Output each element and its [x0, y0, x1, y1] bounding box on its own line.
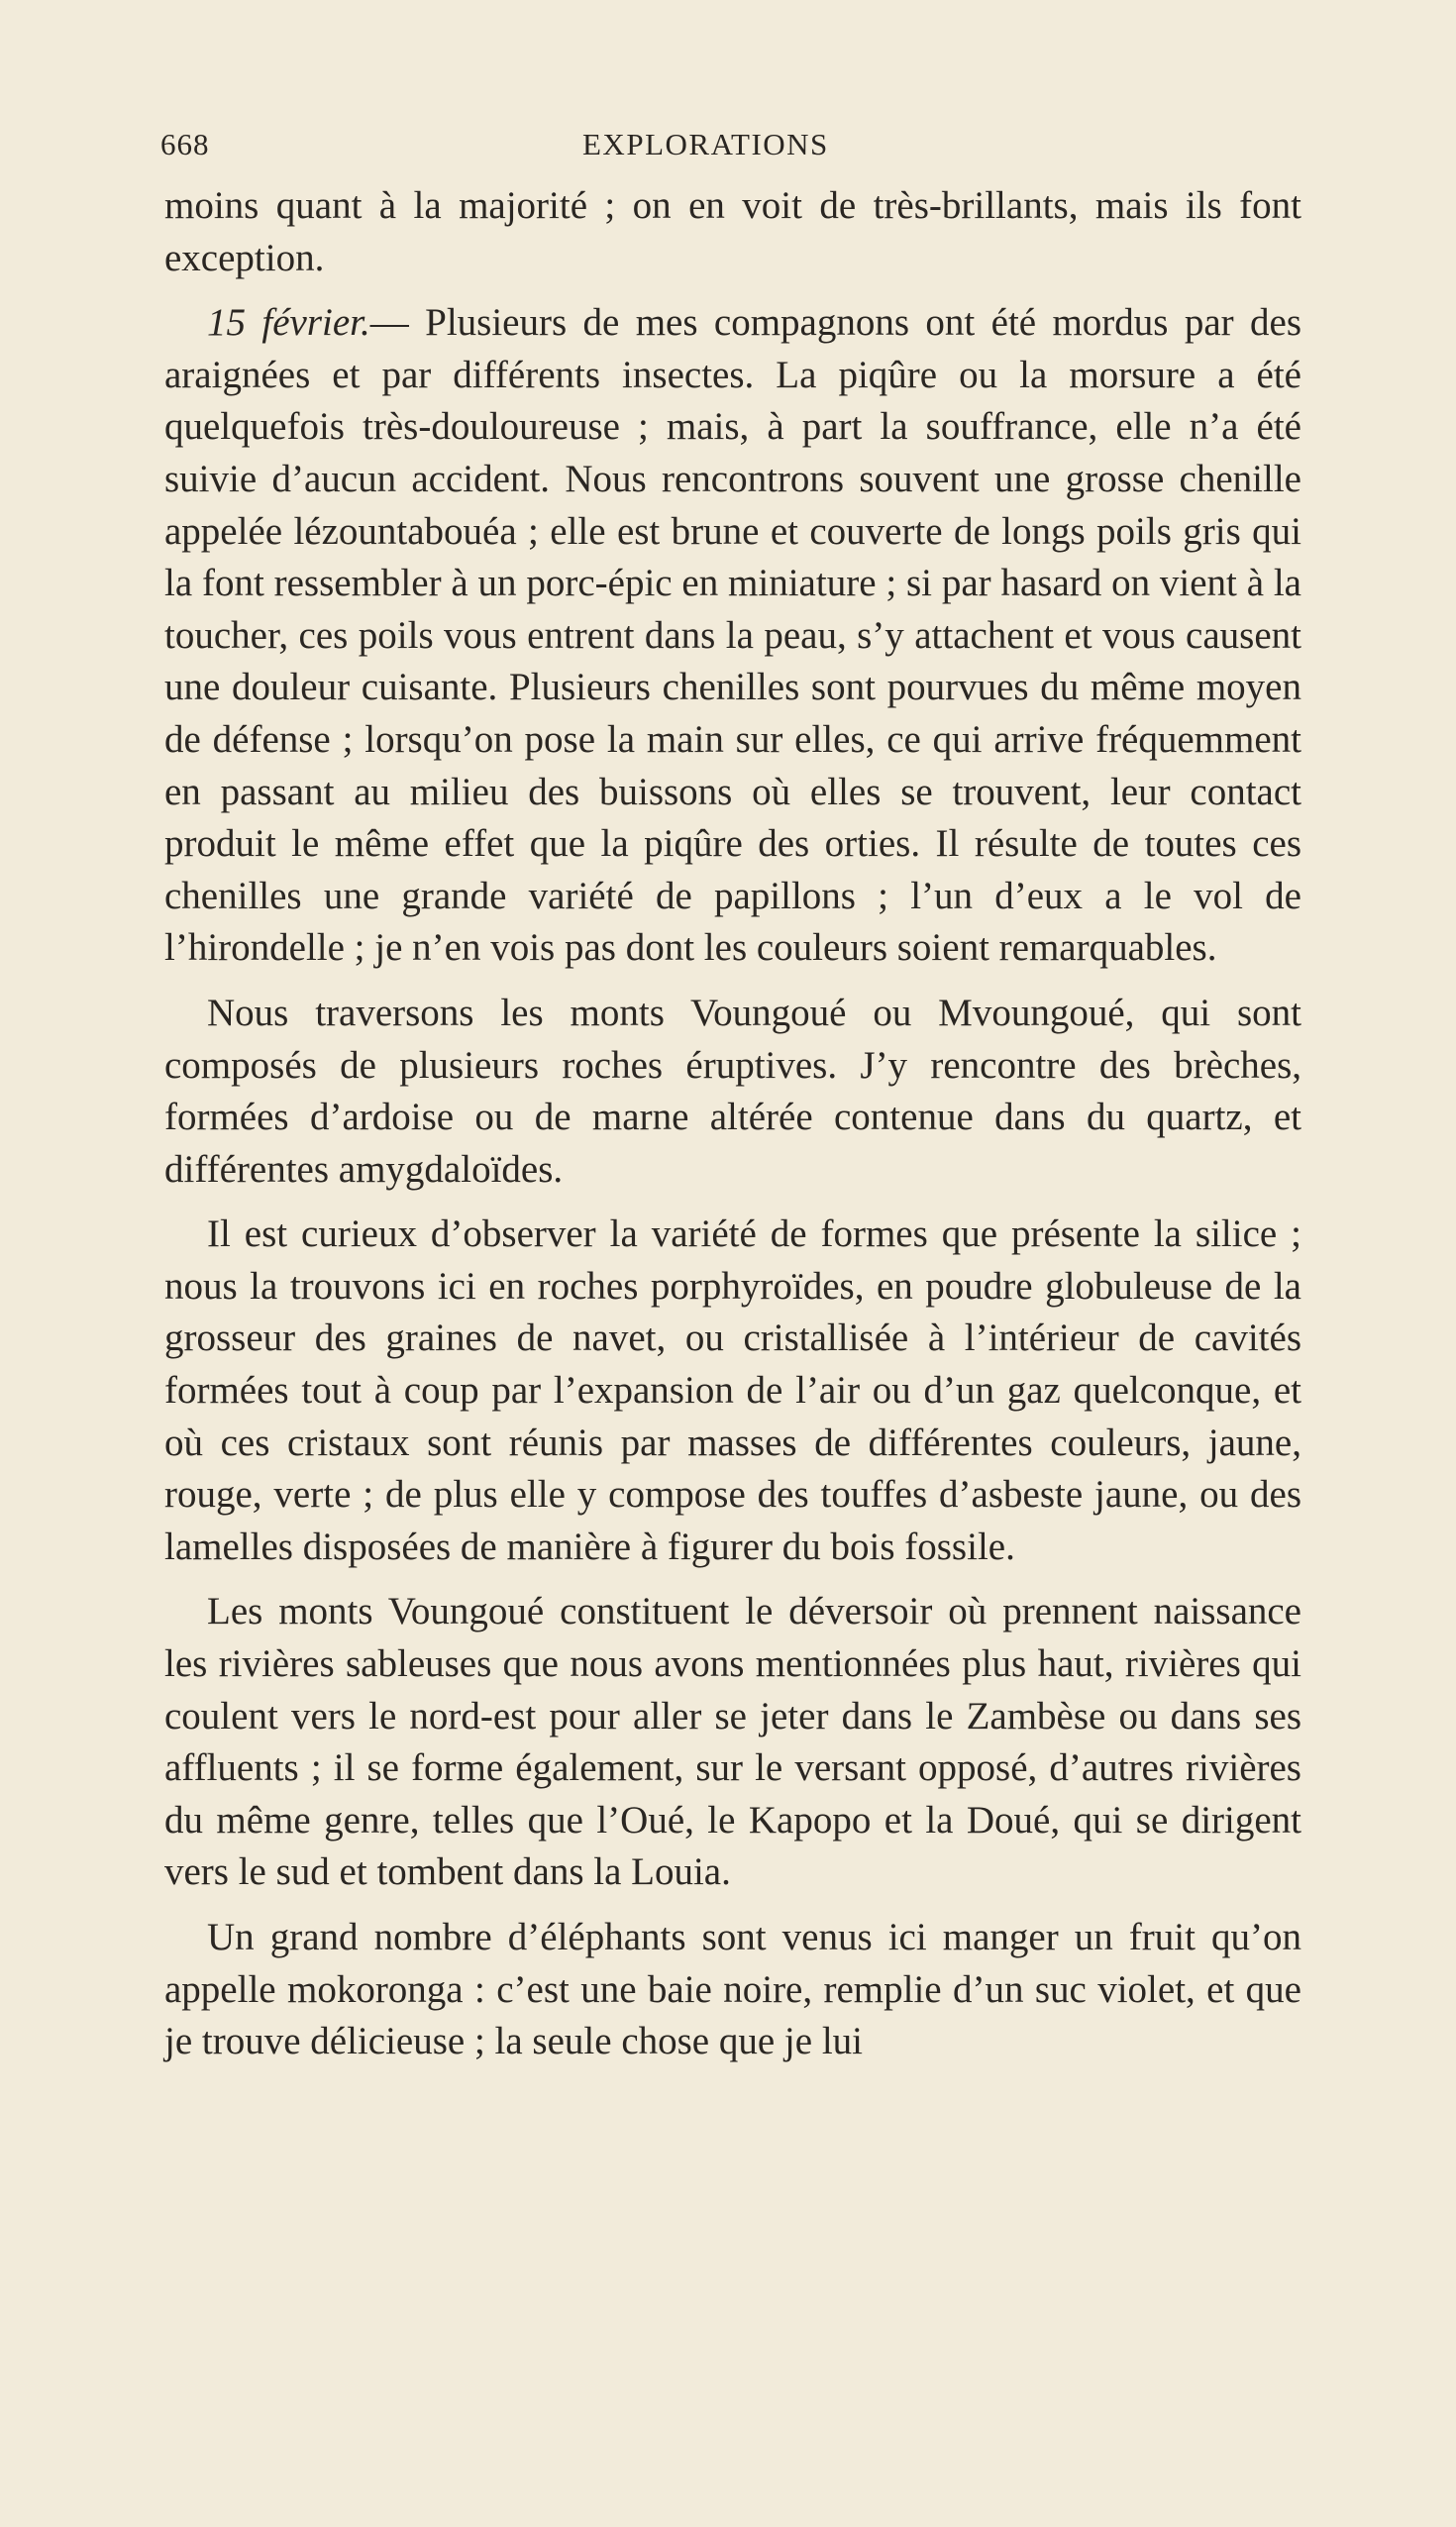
page-number: 668 — [160, 127, 210, 161]
paragraph-text: — Plusieurs de mes compagnons ont été mordus par des araignées et par différents insectes. La piqûre ou la morsure a été quelquefois très-douloureuse ; mais, à part la souffrance, elle n’a été suivie d’aucun accident. Nous rencontrons souvent une grosse chenille appelée lézountabouéa ; elle est brune et couverte de longs poils gris qui la font ressembler à un porc-épic en miniature ; si par hasard on vient à la toucher, ces poils vous entrent dans la peau, s’y attachent et vous causent une douleur cuisante. Plusieurs chenilles sont pourvues du même moyen de défense ; lorsqu’on pose la main sur elles, ce qui arrive fréquemment en passant au milieu des buissons où elles se trouvent, leur contact produit le même effet que la piqûre des orties. Il résulte de toutes ces chenilles une grande variété de papillons ; l’un d’eux a le vol de l’hirondelle ; je n’en vois pas dont les couleurs soient remarquables. — [164, 301, 1301, 970]
paragraph-february-15 — [164, 297, 1301, 975]
paragraph-rivers-drainage: Les monts Voungoué constituent le déversoir où prennent naissance les rivières sableuses que nous avons mentionnées plus haut, rivières qui coulent vers le nord-est pour aller se jeter dans le Zambèse ou dans ses affluents ; il se forme également, sur le versant opposé, d’autres rivières du même genre, telles que l’Oué, le Kapopo et la Doué, qui se dirigent vers le sud et tombent dans la Louia. — [164, 1590, 1301, 1894]
running-title: EXPLORATIONS — [582, 127, 829, 161]
body-text — [164, 180, 1301, 2068]
paragraph-silica-forms: Il est curieux d’observer la variété de formes que présente la silice ; nous la trouvons ici en roches porphyroïdes, en poudre globuleuse de la grosseur des graines de navet, ou cristallisée à l’intérieur de cavités formées tout à coup par l’expansion de l’air ou d’un gaz quelconque, et où ces cristaux sont réunis par masses de différentes couleurs, jaune, rouge, verte ; de plus elle y compose des touffes d’asbeste jaune, ou des lamelles disposées de manière à figurer du bois fossile. — [164, 1212, 1301, 1568]
paragraph-continuation: moins quant à la majorité ; on en voit de très-brillants, mais ils font exception. — [164, 184, 1301, 279]
paragraph-elephants-mokoronga: Un grand nombre d’éléphants sont venus ici manger un fruit qu’on appelle mokoronga : c’est une baie noire, remplie d’un suc violet, et que je trouve délicieuse ; la seule chose que je lui — [164, 1916, 1301, 2063]
paragraph-voungoue-mountains: Nous traversons les monts Voungoué ou Mvoungoué, qui sont composés de plusieurs roches éruptives. J’y rencontre des brèches, formées d’ardoise ou de marne altérée contenue dans du quartz, et différentes amygdaloïdes. — [164, 991, 1301, 1191]
date-entry: 15 février. — [207, 301, 370, 345]
